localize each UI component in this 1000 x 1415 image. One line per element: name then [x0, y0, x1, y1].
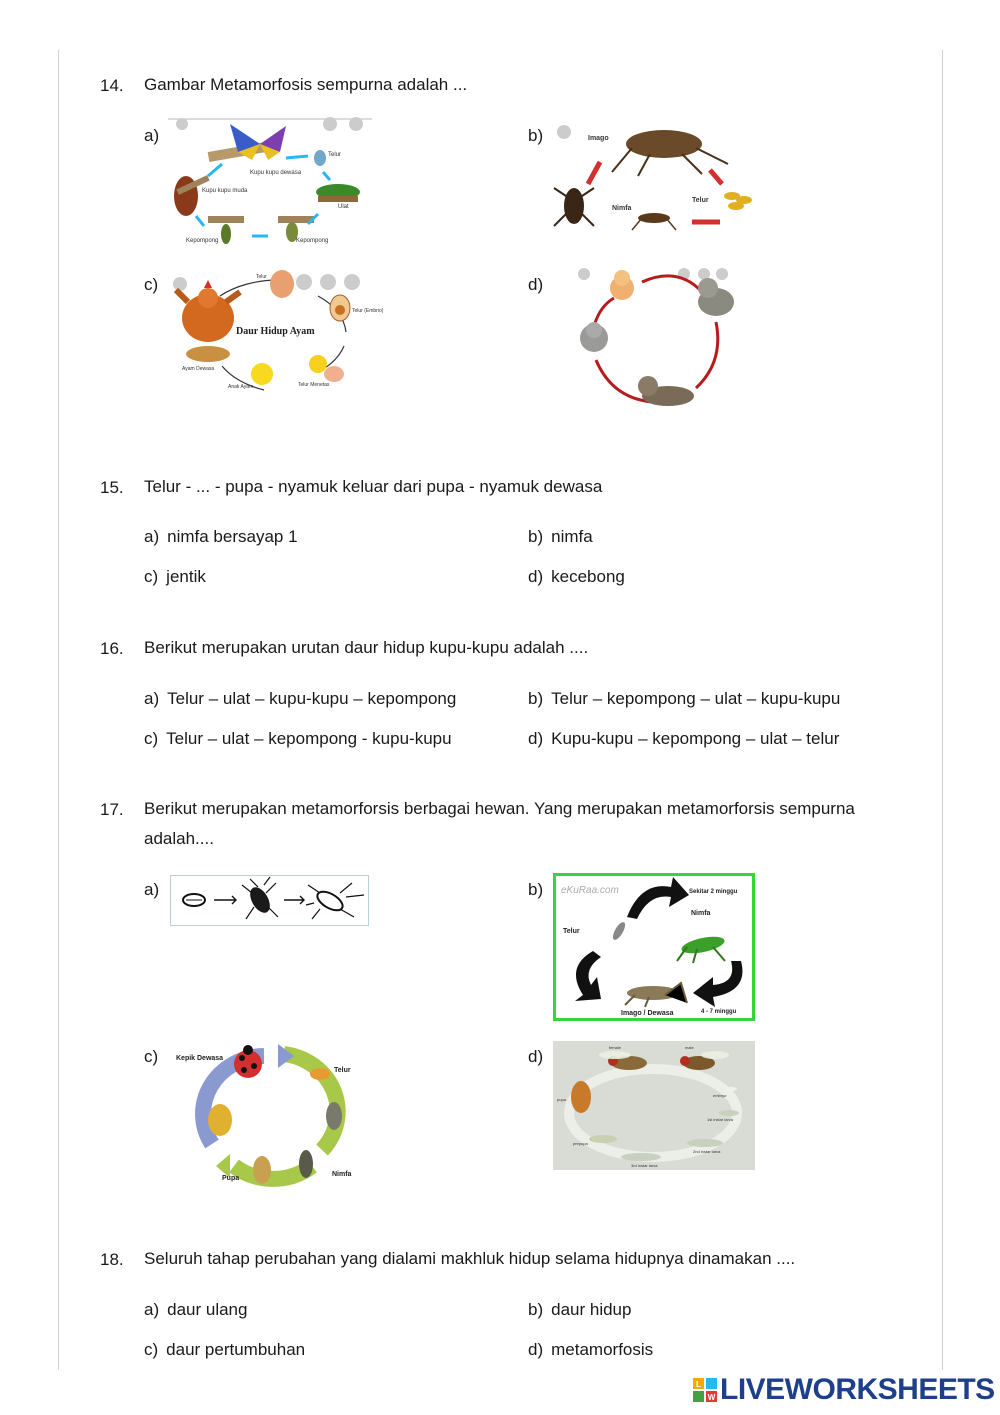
option-text: nimfa bersayap 1 [167, 527, 298, 546]
question-17-text: Berikut merupakan metamorforsis berbagai hewan. Yang merupakan metamorforsis sempurna adalah.... [144, 799, 855, 848]
caption: female [609, 1045, 622, 1050]
option-label: d) [528, 1340, 544, 1359]
option-text: jentik [166, 567, 206, 586]
option-text: nimfa [551, 527, 593, 546]
caption: embryo [713, 1093, 727, 1098]
liveworksheets-logo-icon [693, 1378, 717, 1402]
option-text: Telur – ulat – kupu-kupu – kepompong [167, 689, 457, 708]
caption: 3rd instar larva [631, 1163, 658, 1168]
caption: pupa [557, 1097, 566, 1102]
option-label: d) [528, 567, 544, 586]
caption: Kepik Dewasa [176, 1055, 224, 1062]
q18-option-b[interactable] [528, 1300, 631, 1320]
close-icon [578, 268, 590, 280]
caption: Kupu kupu dewasa [250, 170, 302, 176]
option-text: metamorfosis [551, 1340, 654, 1359]
option-label: c) [144, 567, 159, 586]
left-margin-line [58, 50, 59, 1370]
caption: Telur [334, 1067, 351, 1074]
option-label: a) [144, 126, 160, 145]
caption: Imago [588, 135, 609, 142]
logo-letter: W [707, 1393, 716, 1402]
caption: Telur [692, 197, 709, 204]
option-label: b) [528, 126, 544, 145]
q15-option-a[interactable] [144, 527, 298, 547]
caption: Sekitar 2 minggu [689, 889, 738, 895]
caption: Nimfa [332, 1171, 352, 1178]
option-text: daur pertumbuhan [166, 1340, 306, 1359]
option-label: d) [528, 729, 544, 748]
bookmark-icon [716, 268, 728, 280]
option-label: b) [528, 527, 544, 546]
q16-option-c[interactable] [144, 729, 452, 749]
butterfly-life-cycle-image[interactable] [168, 116, 372, 250]
option-label: c) [144, 275, 159, 294]
q18-option-c[interactable] [144, 1340, 305, 1360]
caption: Telur [256, 274, 267, 280]
question-17-number: 17. [100, 800, 124, 819]
caption: Nimfa [612, 205, 632, 212]
cricket-life-cycle-image[interactable] [552, 118, 758, 236]
option-label: a) [144, 527, 160, 546]
q15-option-d[interactable] [528, 567, 625, 587]
caption: prepupa [573, 1141, 588, 1146]
option-label: a) [144, 880, 160, 899]
caption: Pupa [222, 1175, 240, 1182]
grasshopper-life-cycle-image[interactable] [553, 873, 755, 1021]
q14-option-a[interactable] [144, 126, 167, 146]
q14-option-c[interactable] [144, 275, 166, 295]
caption: Kupu kupu muda [202, 188, 248, 194]
brand-name: LIVEWORKSHEETS [720, 1373, 995, 1406]
option-label: a) [144, 689, 160, 708]
q17-option-d[interactable] [528, 1047, 551, 1067]
q14-option-d[interactable] [528, 275, 551, 295]
question-18-number: 18. [100, 1250, 124, 1269]
cockroach-life-cycle-image[interactable] [170, 875, 369, 926]
option-label: d) [528, 1047, 544, 1066]
option-label: d) [528, 275, 544, 294]
share-icon [323, 117, 337, 131]
option-label: c) [144, 729, 159, 748]
caption: Telur [328, 152, 342, 158]
caption: 4 - 7 minggu [701, 1009, 737, 1015]
question-14-number: 14. [100, 76, 124, 95]
ladybug-life-cycle-image[interactable] [172, 1040, 360, 1190]
chicken-life-cycle-image[interactable] [168, 266, 384, 398]
bookmark-icon [349, 117, 363, 131]
question-15-text: Telur - ... - pupa - nyamuk keluar dari pupa - nyamuk dewasa [144, 477, 603, 496]
caption: 2nd instar larva [693, 1149, 721, 1154]
caption: male [685, 1045, 694, 1050]
caption: Anak Ayam [228, 384, 254, 390]
caption: Nimfa [691, 910, 711, 917]
caption: 1st instar larva [707, 1117, 734, 1122]
share-icon [320, 274, 336, 290]
q16-option-d[interactable] [528, 729, 839, 749]
option-text: daur ulang [167, 1300, 248, 1319]
bookmark-icon [344, 274, 360, 290]
q16-option-b[interactable] [528, 689, 840, 709]
close-icon [173, 277, 187, 291]
option-text: daur hidup [551, 1300, 632, 1319]
caption: Telur [563, 928, 580, 935]
cat-life-cycle-image[interactable] [568, 262, 738, 420]
option-text: Telur – ulat – kepompong - kupu-kupu [166, 729, 452, 748]
caption: Kepompong [296, 238, 329, 244]
option-label: c) [144, 1340, 159, 1359]
caption: Telur Menetas [298, 382, 330, 388]
q18-option-d[interactable] [528, 1340, 653, 1360]
option-text: kecebong [551, 567, 625, 586]
liveworksheets-logo [693, 1372, 995, 1408]
fruitfly-life-cycle-image[interactable] [553, 1041, 755, 1170]
q15-option-b[interactable] [528, 527, 593, 547]
option-label: a) [144, 1300, 160, 1319]
option-label: b) [528, 689, 544, 708]
close-icon [557, 125, 571, 139]
q17-option-c[interactable] [144, 1047, 166, 1067]
q17-option-b[interactable] [528, 880, 551, 900]
caption: Ayam Dewasa [182, 366, 215, 372]
question-16-text: Berikut merupakan urutan daur hidup kupu-kupu adalah .... [144, 638, 589, 657]
q16-option-a[interactable] [144, 689, 456, 709]
question-18-text: Seluruh tahap perubahan yang dialami makhluk hidup selama hidupnya dinamakan .... [144, 1249, 796, 1268]
caption: Ulat [338, 204, 349, 210]
question-14-text: Gambar Metamorfosis sempurna adalah ... [144, 75, 468, 94]
close-icon [176, 118, 188, 130]
q18-option-a[interactable] [144, 1300, 247, 1320]
option-text: Kupu-kupu – kepompong – ulat – telur [551, 729, 840, 748]
logo-letter: L [696, 1380, 701, 1389]
watermark: eKuRaa.com [561, 885, 619, 896]
option-text: Telur – kepompong – ulat – kupu-kupu [551, 689, 841, 708]
caption: Imago / Dewasa [621, 1010, 674, 1017]
caption: Kepompong [186, 238, 219, 244]
q17-option-a[interactable] [144, 880, 167, 900]
caption: Telur (Embrio) [352, 308, 384, 314]
option-label: c) [144, 1047, 159, 1066]
q14-option-b[interactable] [528, 126, 551, 146]
right-margin-line [942, 50, 943, 1370]
option-label: b) [528, 1300, 544, 1319]
option-label: b) [528, 880, 544, 899]
chart-title: Daur Hidup Ayam [236, 326, 315, 337]
q15-option-c[interactable] [144, 567, 206, 587]
question-15-number: 15. [100, 478, 124, 497]
question-16-number: 16. [100, 639, 124, 658]
zoom-icon [296, 274, 312, 290]
